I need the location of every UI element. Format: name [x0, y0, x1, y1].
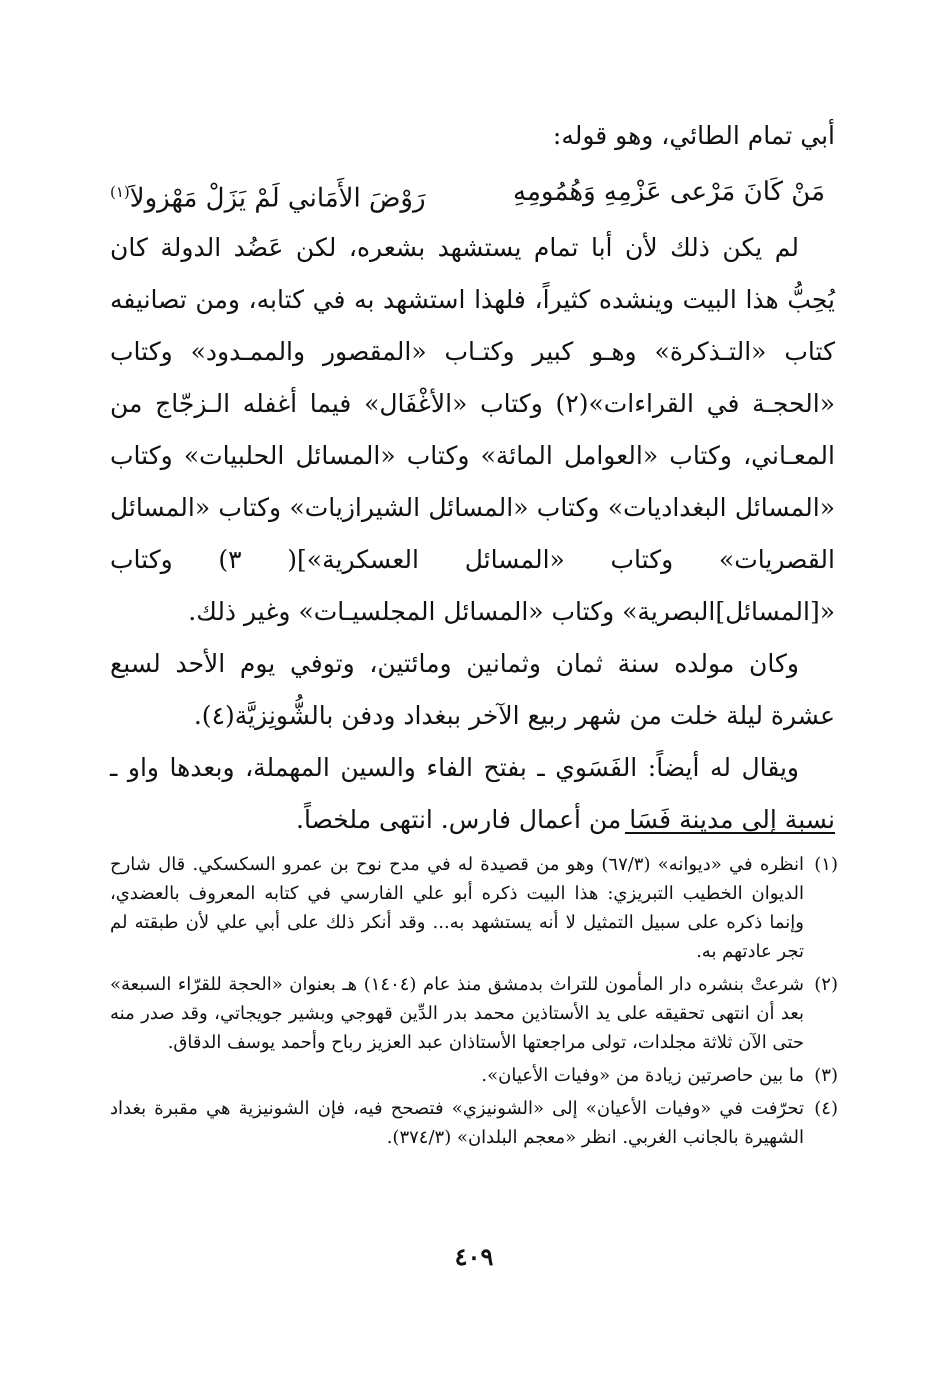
intro-line: أبي تمام الطائي، وهو قوله:	[552, 121, 835, 150]
footnote-2	[110, 970, 838, 1057]
footnote-text: انظره في «ديوانه» (٦٧/٣) وهو من قصيدة له في مدح نوح بن عمرو السكسكي. قال شارح الديوان الخطيب التبريزي: هذا البيت ذكره أبو علي الفارسي في كتابه المعروف بالعضدي، وإنما ذكره على سبيل التمثيل لا أنه يستشهد به... وقد أنكر ذلك على أبي علي لأن طبقته لم تجر عادتهم به.	[110, 854, 804, 962]
verse-second-hemistich	[110, 162, 426, 222]
footnote-3	[110, 1061, 838, 1090]
page-number: ٤٠٩	[454, 1242, 494, 1271]
footnote-4	[110, 1094, 838, 1152]
paragraph-nisba: ويقال له أيضاً: الفَسَوي ـ بفتح الفاء والسين المهملة، وبعدها واو ـ نسبة إلى مدينة فَسَا من أعمال فارس. انتهى ملخصاً.	[110, 753, 835, 834]
footnote-separator	[625, 832, 835, 834]
footnote-text: تحرّفت في «وفيات الأعيان» إلى «الشونيزي» فتصحح فيه، فإن الشونيزية هي مقبرة بغداد الشهيرة بالجانب الغربي. انظر «معجم البلدان» (٣٧٤/٣).	[110, 1098, 804, 1148]
paragraph-birth-death: وكان مولده سنة ثمان وثمانين ومائتين، وتوفي يوم الأحد لسبع عشرة ليلة خلت من شهر ربيع الآخر ببغداد ودفن بالشُّونِزيَّة(٤).	[110, 649, 835, 730]
verse-second-text: رَوْضَ الأَمَاني لَمْ يَزَلْ مَهْزولاَ	[129, 183, 426, 214]
footnote-1	[110, 850, 838, 966]
footnote-number: (١)	[814, 854, 838, 875]
footnote-number: (٣)	[814, 1065, 838, 1086]
verse-first-hemistich: مَنْ كَانَ مَرْعى عَزْمِهِ وَهُمُومِهِ	[513, 177, 825, 207]
footnote-number: (٤)	[814, 1098, 838, 1119]
verse-line	[110, 162, 835, 222]
footnote-number: (٢)	[814, 974, 838, 995]
paragraph-works: لم يكن ذلك لأن أبا تمام يستشهد بشعره، لكن عَضُد الدولة كان يُحِبُّ هذا البيت وينشده كثيراً، فلهذا استشهد به في كتابه، ومن تصانيفه كتاب «التـذكرة» وهـو كبير وكتـاب «المقصور والممـدود» وكتاب «الحجـة في القراءات»(٢) وكتاب «الأغْفَال» فيما أغفله الـزجّاج من المعـاني، وكتاب «العوامل المائة» وكتاب «المسائل الحلبيات» وكتاب «المسائل البغداديات» وكتاب «المسائل الشيرازيات» وكتاب «المسائل القصريات» وكتاب «المسائل العسكرية»]( ٣) وكتاب «[المسائل]البصرية» وكتاب «المسائل المجلسيـات» وغير ذلك.	[110, 233, 836, 626]
footnote-ref-1: (١)	[110, 183, 130, 201]
footnotes	[110, 850, 838, 1156]
footnote-text: ما بين حاصرتين زيادة من «وفيات الأعيان».	[481, 1065, 804, 1086]
main-text	[110, 110, 835, 846]
footnote-text: شرعتْ بنشره دار المأمون للتراث بدمشق منذ عام (١٤٠٤) هـ بعنوان «الحجة للقرّاء السبعة» بعد أن انتهى تحقيقه على يد الأستاذين محمد بدر الدِّين قهوجي وبشير جويجاتي، وقد صدر منه حتى الآن ثلاثة مجلدات، تولى مراجعتها الأستاذان عبد العزيز رباح وأحمد يوسف الدقاق.	[110, 974, 804, 1053]
